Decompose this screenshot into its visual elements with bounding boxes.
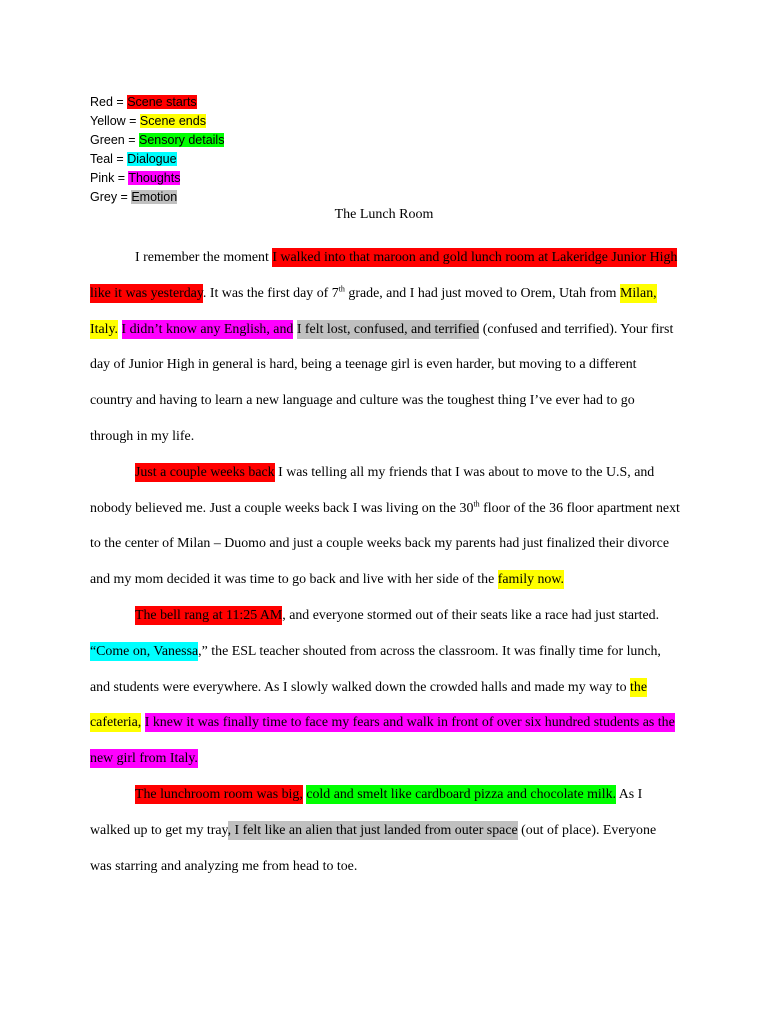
- highlight-scene-end: Milan, Italy.: [90, 285, 657, 337]
- legend-swatch-text: Sensory details: [139, 133, 225, 147]
- text-run: . It was the first day of 7: [202, 285, 339, 301]
- highlight-emotion: I felt lost, confused, and terrified: [296, 321, 480, 337]
- text-run: As I walked up to get my tray: [90, 786, 643, 838]
- legend-row-grey: [90, 188, 224, 207]
- legend-label: Teal =: [90, 152, 128, 166]
- text-run: I remember the moment: [135, 250, 273, 265]
- document-title: The Lunch Room: [334, 207, 434, 222]
- highlight-sensory: cold and smelt like cardboard pizza and chocolate milk.: [306, 786, 617, 802]
- legend-swatch-text: Scene ends: [139, 114, 206, 128]
- paragraph-1: [90, 240, 680, 455]
- legend-label: Grey =: [90, 190, 132, 204]
- legend-label: Yellow =: [90, 114, 140, 128]
- highlight-scene-start: Just a couple weeks back: [135, 464, 275, 480]
- highlight-scene-end: family now.: [497, 572, 564, 588]
- text-run: I was telling all my friends that I was about to move to the U.S, and nobody believed me. Just a couple weeks back I was living on the 30: [90, 464, 655, 516]
- highlight-scene-start: I walked into that maroon and gold lunch room at Lakeridge Junior High like it was yesterday: [90, 250, 678, 301]
- text-run: [118, 322, 121, 337]
- highlight-emotion: , I felt like an alien that just landed from outer space: [227, 822, 518, 838]
- text-run: (confused and terrified). Your first day of Junior High in general is hard, being a teenage girl is even harder, but moving to a different country and having to learn a new language and culture was the toughest thing I’ve ever had to go through in my life.: [90, 321, 674, 444]
- superscript: th: [338, 284, 345, 294]
- legend-swatch-text: Emotion: [131, 190, 178, 204]
- legend-swatch-text: Scene starts: [127, 95, 197, 109]
- paragraph-4: [90, 777, 680, 884]
- text-run: ,” the ESL teacher shouted from across the classroom. It was finally time for lunch, and students were everywhere. As I slowly walked down the crowded halls and made my way to: [90, 643, 661, 695]
- legend-row-green: [90, 131, 224, 150]
- text-run: (out of place). Everyone was starring and analyzing me from head to toe.: [90, 822, 657, 874]
- legend-swatch-text: Dialogue: [127, 152, 177, 166]
- highlight-thoughts: I didn’t know any English, and: [121, 321, 294, 337]
- highlight-dialogue: “Come on, Vanessa: [90, 643, 199, 659]
- paragraph-3: [90, 598, 680, 777]
- legend-row-red: [90, 93, 224, 112]
- highlight-scene-start: The lunchroom room was big,: [135, 786, 303, 802]
- highlight-scene-start: The bell rang at 11:25 AM: [135, 607, 283, 623]
- text-run: , and everyone stormed out of their seats like a race had just started.: [282, 607, 660, 623]
- legend-label: Green =: [90, 133, 139, 147]
- legend-label: Red =: [90, 95, 128, 109]
- paragraph-2: [90, 455, 680, 598]
- legend-row-teal: [90, 150, 224, 169]
- text-run: grade, and I had just moved to Orem, Utah from: [344, 285, 620, 301]
- highlight-scene-end: the cafeteria,: [90, 679, 648, 731]
- legend-label: Pink =: [90, 171, 129, 185]
- legend-row-yellow: [90, 112, 224, 131]
- text-run: floor of the 36 floor apartment next to the center of Milan – Duomo and just a couple weeks back my parents had just finalized their divorce and my mom decided it was time to go back and live with her side of the: [90, 500, 680, 588]
- highlight-thoughts: I knew it was finally time to face my fears and walk in front of over six hundred students as the new girl from Italy.: [90, 715, 675, 767]
- color-legend: [90, 93, 224, 207]
- document-body: [90, 240, 680, 884]
- superscript: th: [473, 498, 480, 508]
- legend-row-pink: [90, 169, 224, 188]
- legend-swatch-text: Thoughts: [128, 171, 181, 185]
